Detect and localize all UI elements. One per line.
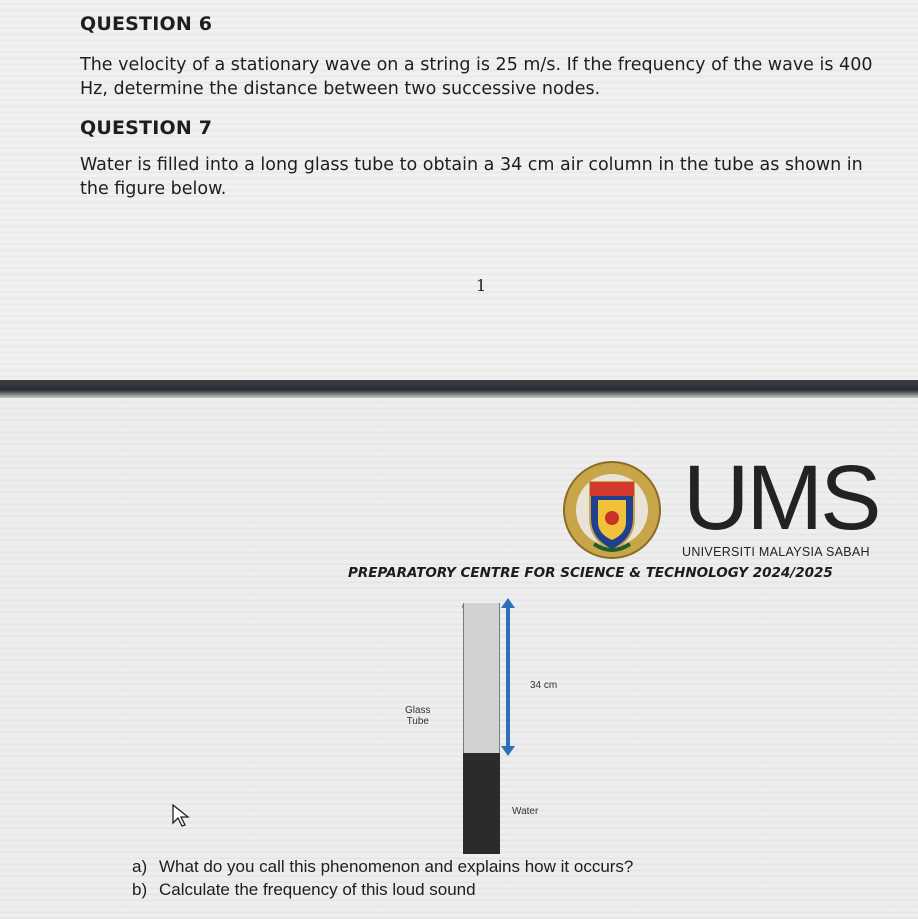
question-a-label: a) bbox=[132, 857, 148, 876]
length-label: 34 cm bbox=[530, 680, 558, 691]
length-arrow bbox=[500, 598, 520, 756]
question-a bbox=[132, 857, 633, 877]
glass-tube bbox=[463, 603, 500, 753]
question-6-text: The velocity of a stationary wave on a string is 25 m/s. If the frequency of the wave is 400 Hz, determine the distance between two successive nodes. bbox=[80, 55, 873, 99]
question-6-heading: QUESTION 6 bbox=[80, 13, 213, 35]
question-a-text: What do you call this phenomenon and explains how it occurs? bbox=[159, 857, 634, 876]
centre-title: PREPARATORY CENTRE FOR SCIENCE & TECHNOLOGY 2024/2025 bbox=[348, 565, 833, 581]
page-number: 1 bbox=[476, 276, 487, 295]
question-7-text: Water is filled into a long glass tube to obtain a 34 cm air column in the tube as shown in the figure below. bbox=[80, 155, 863, 199]
university-name: UNIVERSITI MALAYSIA SABAH bbox=[682, 545, 870, 559]
ums-crest-logo bbox=[560, 460, 670, 560]
mouse-pointer-icon bbox=[172, 804, 190, 828]
question-b-text: Calculate the frequency of this loud sound bbox=[159, 880, 476, 899]
water-label: Water bbox=[512, 806, 539, 817]
ums-logo-text: UMS bbox=[683, 447, 879, 549]
glass-tube-label: Glass Tube bbox=[405, 705, 431, 727]
page-divider bbox=[0, 380, 918, 398]
question-7-heading: QUESTION 7 bbox=[80, 117, 213, 139]
question-b bbox=[132, 880, 476, 900]
question-b-label: b) bbox=[132, 880, 148, 899]
water-column bbox=[463, 753, 500, 854]
